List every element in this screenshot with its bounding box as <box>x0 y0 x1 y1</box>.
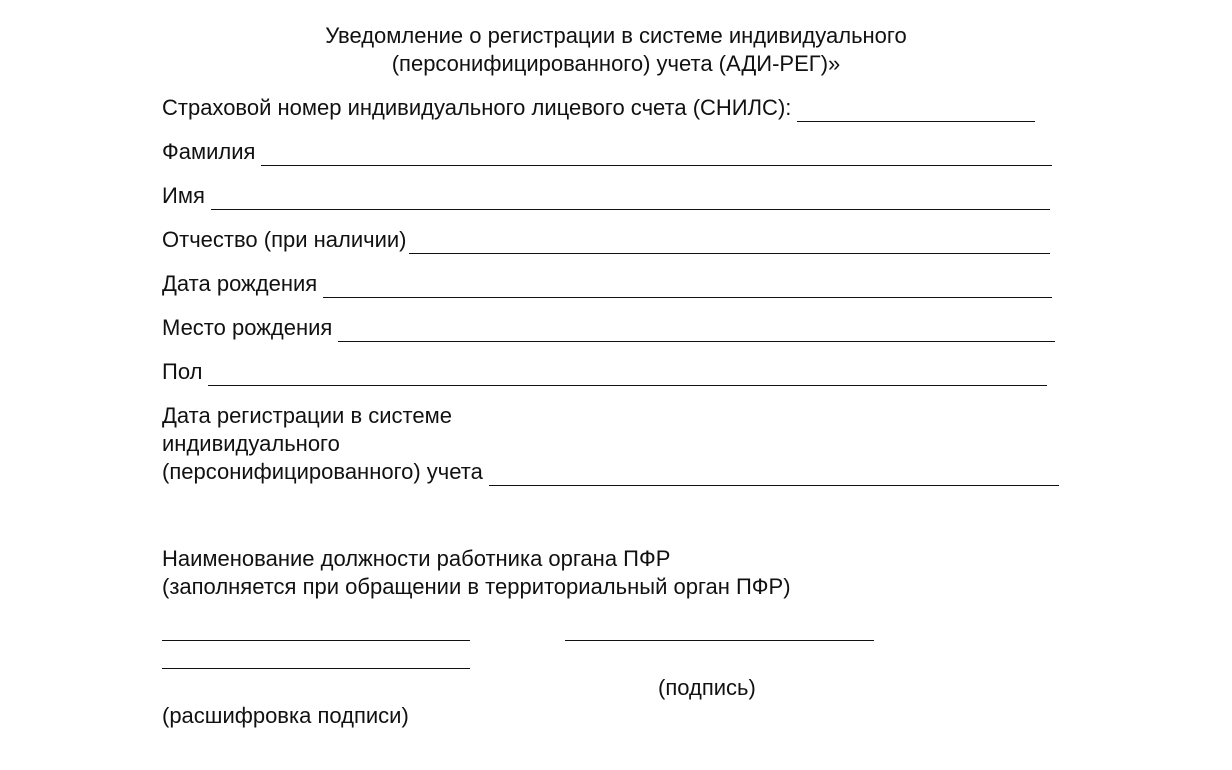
birth-date-blank[interactable] <box>323 275 1052 298</box>
reg-date-label-line1: Дата регистрации в системе <box>162 403 452 428</box>
snils-field <box>162 94 1035 122</box>
position-label-line2: (заполняется при обращении в территориальный орган ПФР) <box>162 574 791 599</box>
birth-place-label: Место рождения <box>162 315 333 340</box>
reg-date-label-block <box>162 402 452 458</box>
form-title <box>0 22 1232 78</box>
signature-decode-blank[interactable] <box>162 668 470 669</box>
sex-field <box>162 358 1047 386</box>
reg-date-label-line3: (персонифицированного) учета <box>162 459 483 484</box>
form-title-line1: Уведомление о регистрации в системе индивидуального <box>325 23 907 48</box>
position-blank[interactable] <box>162 640 470 641</box>
snils-blank[interactable] <box>797 99 1035 122</box>
signature-blank[interactable] <box>565 640 874 641</box>
birth-place-blank[interactable] <box>338 319 1055 342</box>
reg-date-label-line2: индивидуального <box>162 431 340 456</box>
surname-field <box>162 138 1052 166</box>
patronymic-field <box>162 226 1050 254</box>
birth-date-label: Дата рождения <box>162 271 318 296</box>
position-label-line1: Наименование должности работника органа ПФР <box>162 546 671 571</box>
surname-label: Фамилия <box>162 139 256 164</box>
birth-date-field <box>162 270 1052 298</box>
reg-date-blank[interactable] <box>489 463 1059 486</box>
form-title-line2: (персонифицированного) учета (АДИ-РЕГ)» <box>391 51 841 76</box>
snils-label: Страховой номер индивидуального лицевого счета (СНИЛС): <box>162 95 792 120</box>
reg-date-field <box>162 458 1059 486</box>
position-block <box>162 545 791 601</box>
signature-decode-caption: (расшифровка подписи) <box>162 703 409 728</box>
surname-blank[interactable] <box>261 143 1052 166</box>
birth-place-field <box>162 314 1055 342</box>
patronymic-label: Отчество (при наличии) <box>162 227 407 252</box>
sex-label: Пол <box>162 359 203 384</box>
name-field <box>162 182 1050 210</box>
patronymic-blank[interactable] <box>409 231 1050 254</box>
name-blank[interactable] <box>211 187 1050 210</box>
signature-caption: (подпись) <box>658 675 756 700</box>
name-label: Имя <box>162 183 205 208</box>
sex-blank[interactable] <box>208 363 1047 386</box>
